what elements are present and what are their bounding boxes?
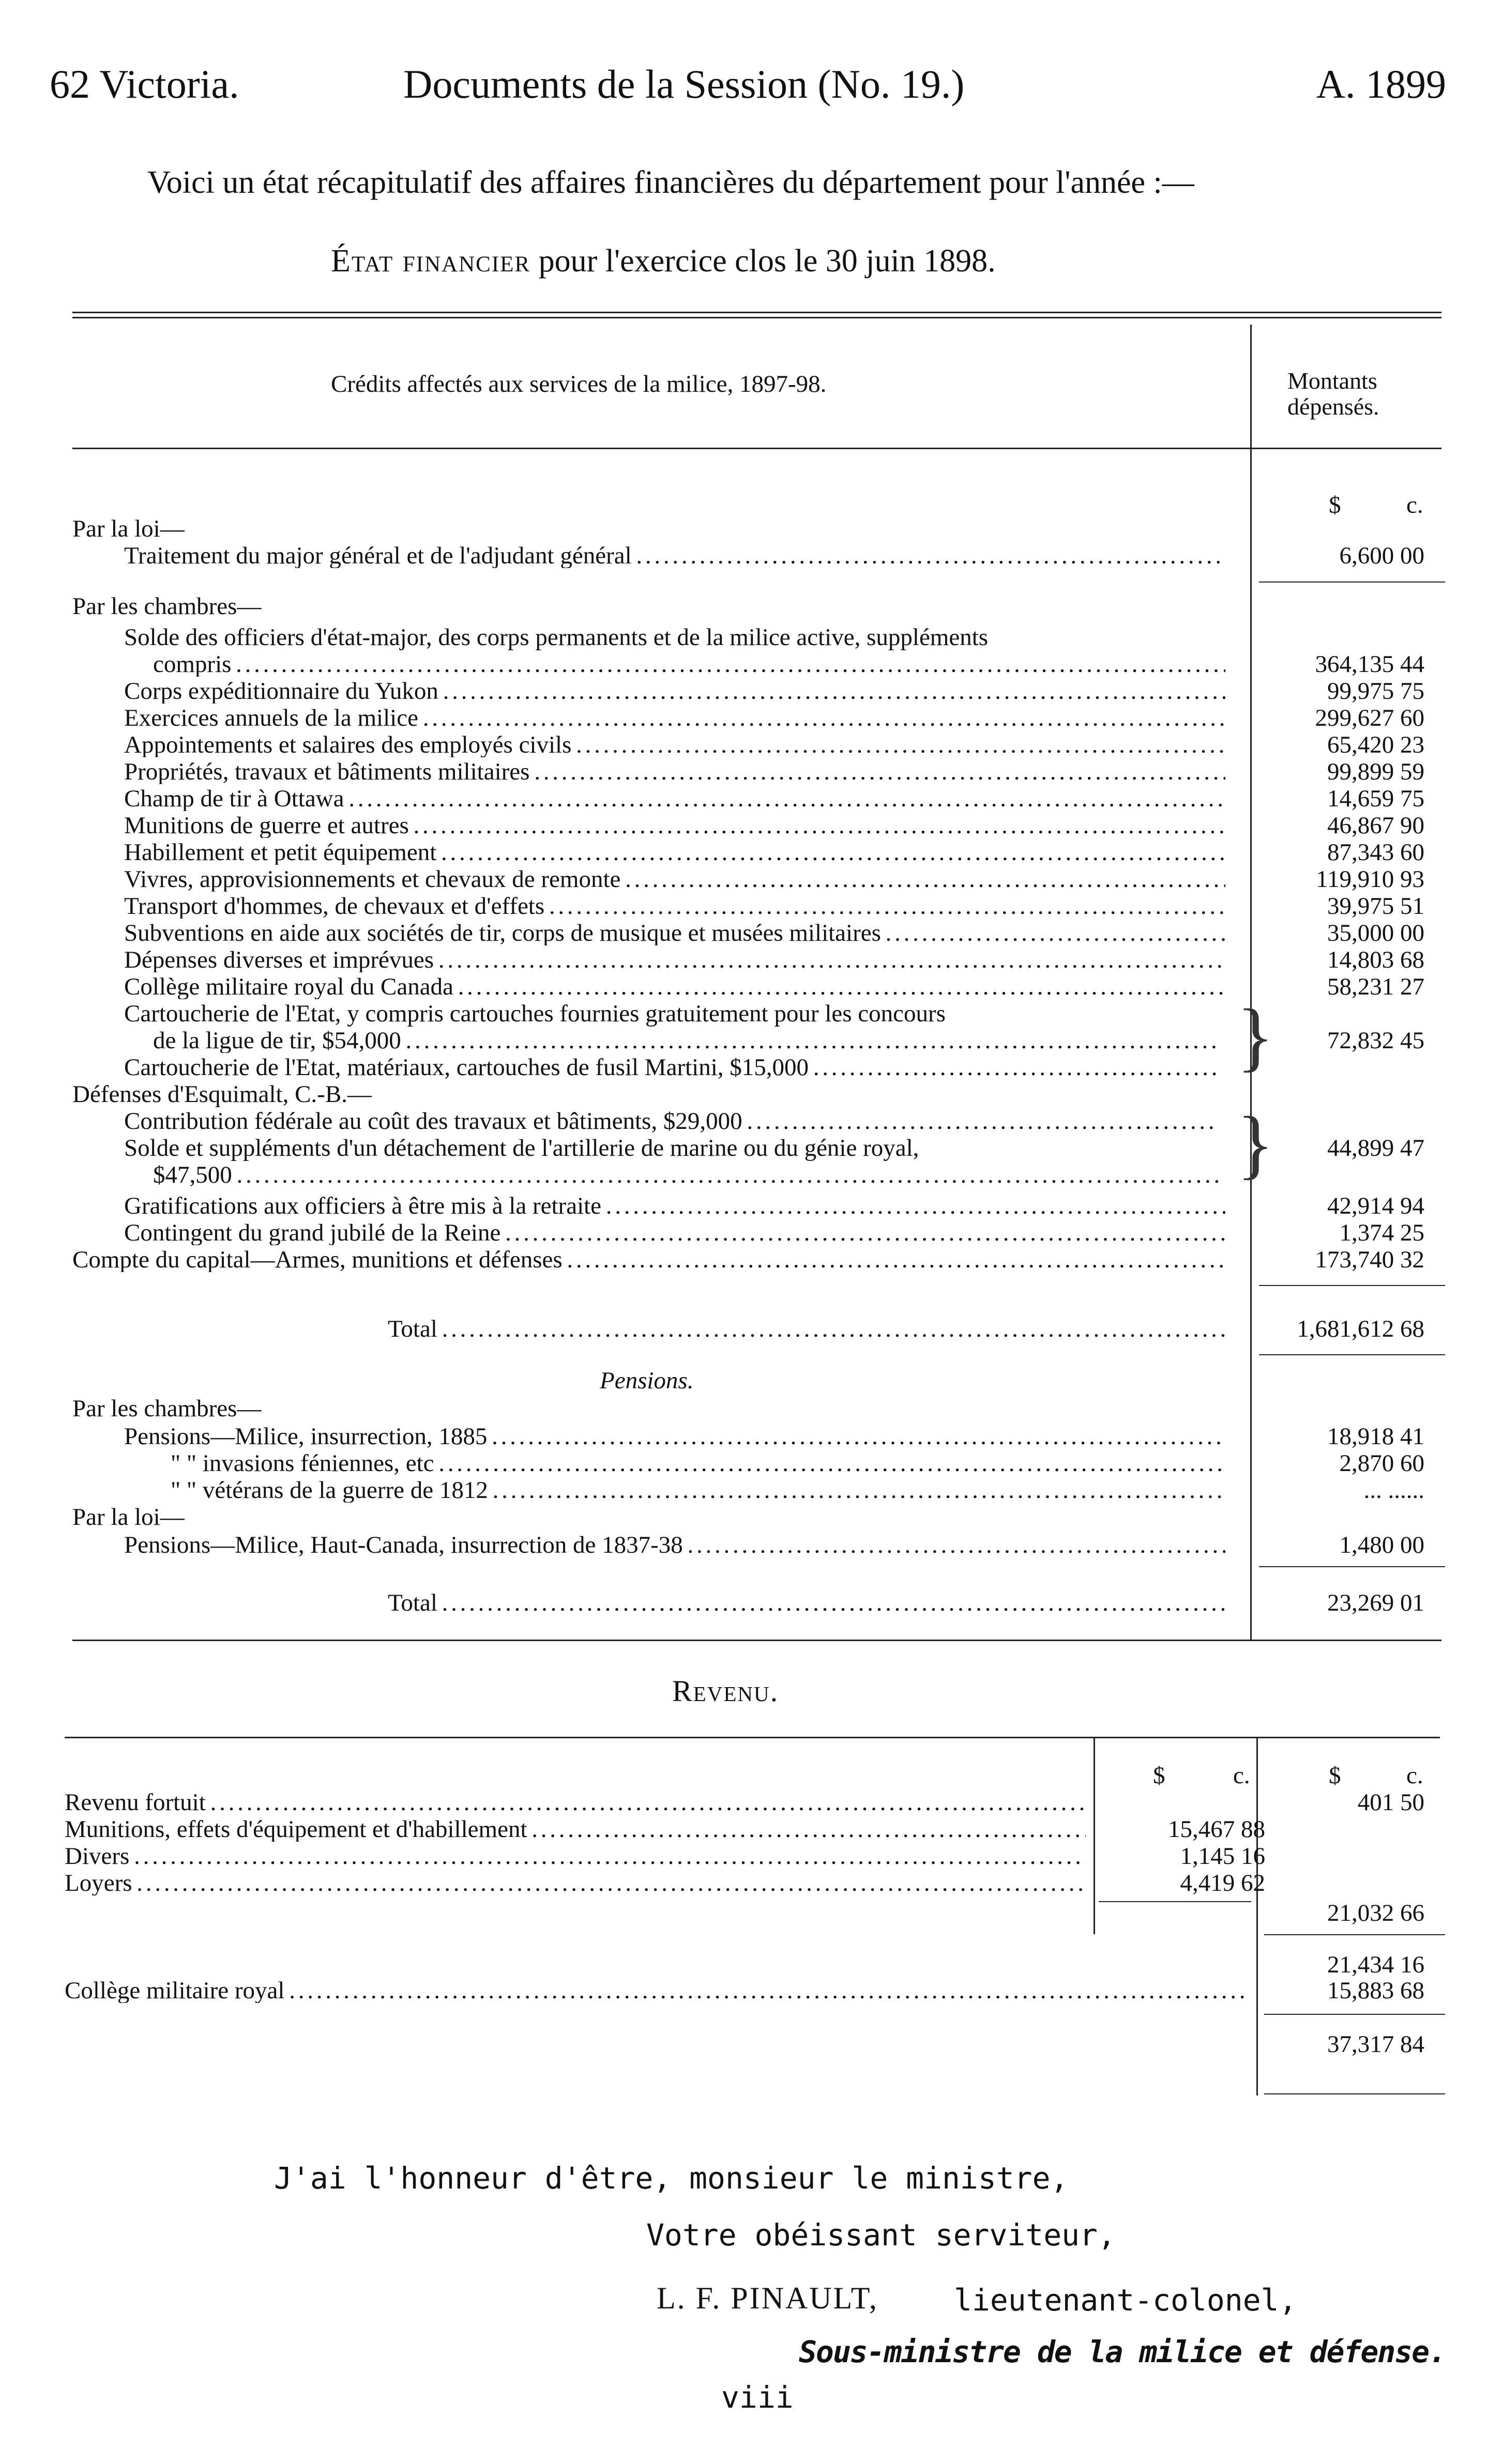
list-item: Par les chambres— <box>72 1395 262 1422</box>
par-la-loi-label: Par la loi— <box>72 515 185 542</box>
revenu-col2-divider <box>1256 1738 1258 2095</box>
list-item: Dépenses diverses et imprévues . . . <box>124 948 1225 972</box>
list-item-amount: 2,870 60 <box>1339 1450 1424 1477</box>
signatory-name: L. F. PINAULT, <box>657 2281 878 2315</box>
total-bottom-rule <box>1259 1354 1445 1355</box>
list-item-amount: 364,135 44 <box>1315 651 1424 678</box>
list-item-amount: 14,803 68 <box>1327 946 1424 973</box>
revenu-sum-rule <box>1264 1934 1445 1935</box>
list-item: Vivres, approvisionnements et chevaux de remonte . . . <box>124 867 1225 892</box>
list-item: " " invasions féniennes, etc . . . <box>171 1451 1225 1476</box>
total-label: Total . . . <box>388 1317 1225 1341</box>
list-item: Solde et suppléments d'un détachement de l'artillerie de marine ou du génie royal, <box>124 1135 919 1161</box>
revenu-sum: 21,434 16 <box>1327 1951 1424 1978</box>
total-rule <box>1259 1285 1445 1286</box>
list-item-amount: 99,899 59 <box>1327 758 1424 785</box>
page-number: viii <box>721 2380 794 2415</box>
header-right: A. 1899 <box>1316 62 1446 106</box>
list-item: Contribution fédérale au coût des travaux et bâtiments, $29,000 . . . <box>124 1109 1218 1134</box>
list-item-amount: 42,914 94 <box>1327 1192 1424 1219</box>
list-item-amount: 44,899 47 <box>1327 1135 1424 1161</box>
intro-text: Voici un état récapitulatif des affaires financières du département pour l'année :— <box>147 165 1194 200</box>
pensions-total-amount: 23,269 01 <box>1327 1589 1424 1616</box>
list-item: Gratifications aux officiers à être mis à la retraite . . . <box>124 1194 1225 1218</box>
list-item: Corps expéditionnaire du Yukon . . . <box>124 679 1225 703</box>
list-item-amount: 46,867 90 <box>1327 812 1424 839</box>
list-item-amount: 58,231 27 <box>1327 973 1424 1000</box>
header-center: Documents de la Session (No. 19.) <box>403 62 965 106</box>
list-item-amount: 18,918 41 <box>1327 1423 1424 1450</box>
grand-total: 37,317 84 <box>1327 2031 1424 2058</box>
list-item: Subventions en aide aux sociétés de tir, corps de musique et musées militaires . . . <box>124 921 1225 945</box>
top-double-rule-1 <box>72 312 1441 313</box>
grand-total-bottom-rule <box>1264 2093 1445 2094</box>
subtitle <box>331 243 996 280</box>
col-header-right-1: Montants <box>1287 368 1377 394</box>
list-item: Habillement et petit équipement . . . <box>124 840 1225 865</box>
col-header-right-2: dépensés. <box>1287 393 1379 420</box>
list-item-amount: 119,910 93 <box>1316 866 1424 893</box>
subtitle-rest: pour l'exercice clos le 30 juin 1898. <box>538 243 996 279</box>
list-item: Contingent du grand jubilé de la Reine . . . <box>124 1221 1225 1245</box>
revenu-dollar-1: $ <box>1153 1762 1165 1789</box>
brace-esquimalt: } <box>1237 1101 1274 1187</box>
list-item-amount: 299,627 60 <box>1315 705 1424 731</box>
list-item-amount: 87,343 60 <box>1327 839 1424 866</box>
list-item: Collège militaire royal du Canada . . . <box>124 975 1225 999</box>
list-item: Défenses d'Esquimalt, C.-B.— <box>72 1081 372 1108</box>
traitement-rule <box>1259 581 1445 583</box>
list-item-amount: 72,832 45 <box>1327 1027 1424 1054</box>
college-amount: 15,883 68 <box>1327 1977 1424 2004</box>
revenu-col1-divider <box>1094 1738 1095 1934</box>
list-item-amount: 39,975 51 <box>1327 893 1424 920</box>
pensions-heading: Pensions. <box>600 1367 694 1394</box>
list-item: Solde des officiers d'état-major, des corps permanents et de la milice active, suppléments <box>124 624 989 651</box>
list-item: Par la loi— <box>72 1504 185 1531</box>
top-double-rule-2 <box>72 317 1441 318</box>
college-label: Collège militaire royal . . . <box>65 1979 1249 2003</box>
list-item: Propriétés, travaux et bâtiments militaires . . . <box>124 760 1225 784</box>
list-item: Appointements et salaires des employés civils . . . <box>124 733 1225 757</box>
revenu-col1-rule <box>1099 1901 1251 1902</box>
revenu-cents-2: c. <box>1406 1762 1423 1789</box>
list-item: Pensions—Milice, Haut-Canada, insurrection de 1837-38 . . . <box>124 1533 1225 1557</box>
signatory-role: Sous-ministre de la milice et défense. <box>799 2334 1446 2369</box>
list-item: de la ligue de tir, $54,000 . . . <box>153 1029 1218 1053</box>
list-item-amount: 65,420 23 <box>1327 731 1424 758</box>
dollar-sign: $ <box>1329 492 1341 518</box>
revenu-top-rule <box>65 1737 1440 1738</box>
revenu-row: Loyers . . . <box>65 1871 1086 1895</box>
list-item: Champ de tir à Ottawa . . . <box>124 787 1225 811</box>
list-item: Cartoucherie de l'Etat, matériaux, cartouches de fusil Martini, $15,000 . . . <box>124 1055 1218 1080</box>
revenu-row: Divers . . . <box>65 1844 1086 1869</box>
brace-cartoucherie: } <box>1237 993 1274 1079</box>
revenu-cents-1: c. <box>1233 1762 1250 1789</box>
list-item-amount: 35,000 00 <box>1327 920 1424 946</box>
list-item: Cartoucherie de l'Etat, y compris cartouches fournies gratuitement pour les concours <box>124 1000 946 1027</box>
traitement-label: Traitement du major général et de l'adjudant général . . . <box>124 544 1225 568</box>
revenu-subtotal: 21,032 66 <box>1327 1900 1424 1926</box>
amount-column-divider <box>1250 325 1252 1640</box>
grand-total-rule <box>1264 2014 1445 2015</box>
pensions-total-rule <box>1259 1566 1445 1567</box>
revenu-row: Munitions, effets d'équipement et d'habillement . . . <box>65 1817 1086 1842</box>
list-item-amount: 14,659 75 <box>1327 785 1424 812</box>
list-item-amount: 1,480 00 <box>1339 1532 1424 1558</box>
par-les-chambres-label: Par les chambres— <box>72 593 262 620</box>
list-item: " " vétérans de la guerre de 1812 . . . <box>171 1478 1225 1503</box>
revenu-row: Revenu fortuit . . . <box>65 1790 1086 1815</box>
total-amount: 1,681,612 68 <box>1297 1315 1424 1342</box>
list-item-amount: 173,740 32 <box>1315 1246 1424 1273</box>
cents-sign: c. <box>1406 492 1423 518</box>
list-item: Exercices annuels de la milice . . . <box>124 706 1225 730</box>
list-item: Munitions de guerre et autres . . . <box>124 814 1225 838</box>
closing-line1: J'ai l'honneur d'être, monsieur le ministre, <box>274 2161 1069 2196</box>
list-item-amount: 99,975 75 <box>1327 678 1424 705</box>
signatory-title: lieutenant-colonel, <box>954 2283 1297 2318</box>
closing-line2: Votre obéissant serviteur, <box>646 2217 1116 2253</box>
list-item: Pensions—Milice, insurrection, 1885 . . . <box>124 1425 1225 1449</box>
subtitle-caps: État financier <box>331 243 531 279</box>
col-header-left: Crédits affectés aux services de la milice, 1897-98. <box>331 371 827 397</box>
list-item: Compte du capital—Armes, munitions et défenses . . . <box>72 1248 1225 1272</box>
list-item-amount: ... ...... <box>1363 1477 1424 1504</box>
revenu-dollar-2: $ <box>1329 1762 1341 1789</box>
pensions-total-label: Total . . . <box>388 1591 1225 1615</box>
header-left: 62 Victoria. <box>50 62 239 106</box>
list-item: $47,500 . . . <box>153 1163 1218 1187</box>
header-rule <box>72 448 1441 449</box>
revenu-row-col2: 401 50 <box>1357 1789 1424 1816</box>
revenu-row-col1: 4,419 62 <box>1180 1870 1265 1896</box>
table1-bottom-rule <box>72 1640 1441 1641</box>
list-item: Transport d'hommes, de chevaux et d'effets . . . <box>124 894 1225 919</box>
revenu-row-col1: 15,467 88 <box>1168 1816 1265 1843</box>
list-item: compris . . . <box>153 652 1225 677</box>
revenu-row-col1: 1,145 16 <box>1180 1843 1265 1870</box>
traitement-amount: 6,600 00 <box>1339 542 1424 569</box>
revenu-heading: Revenu. <box>672 1674 779 1708</box>
list-item-amount: 1,374 25 <box>1339 1219 1424 1246</box>
